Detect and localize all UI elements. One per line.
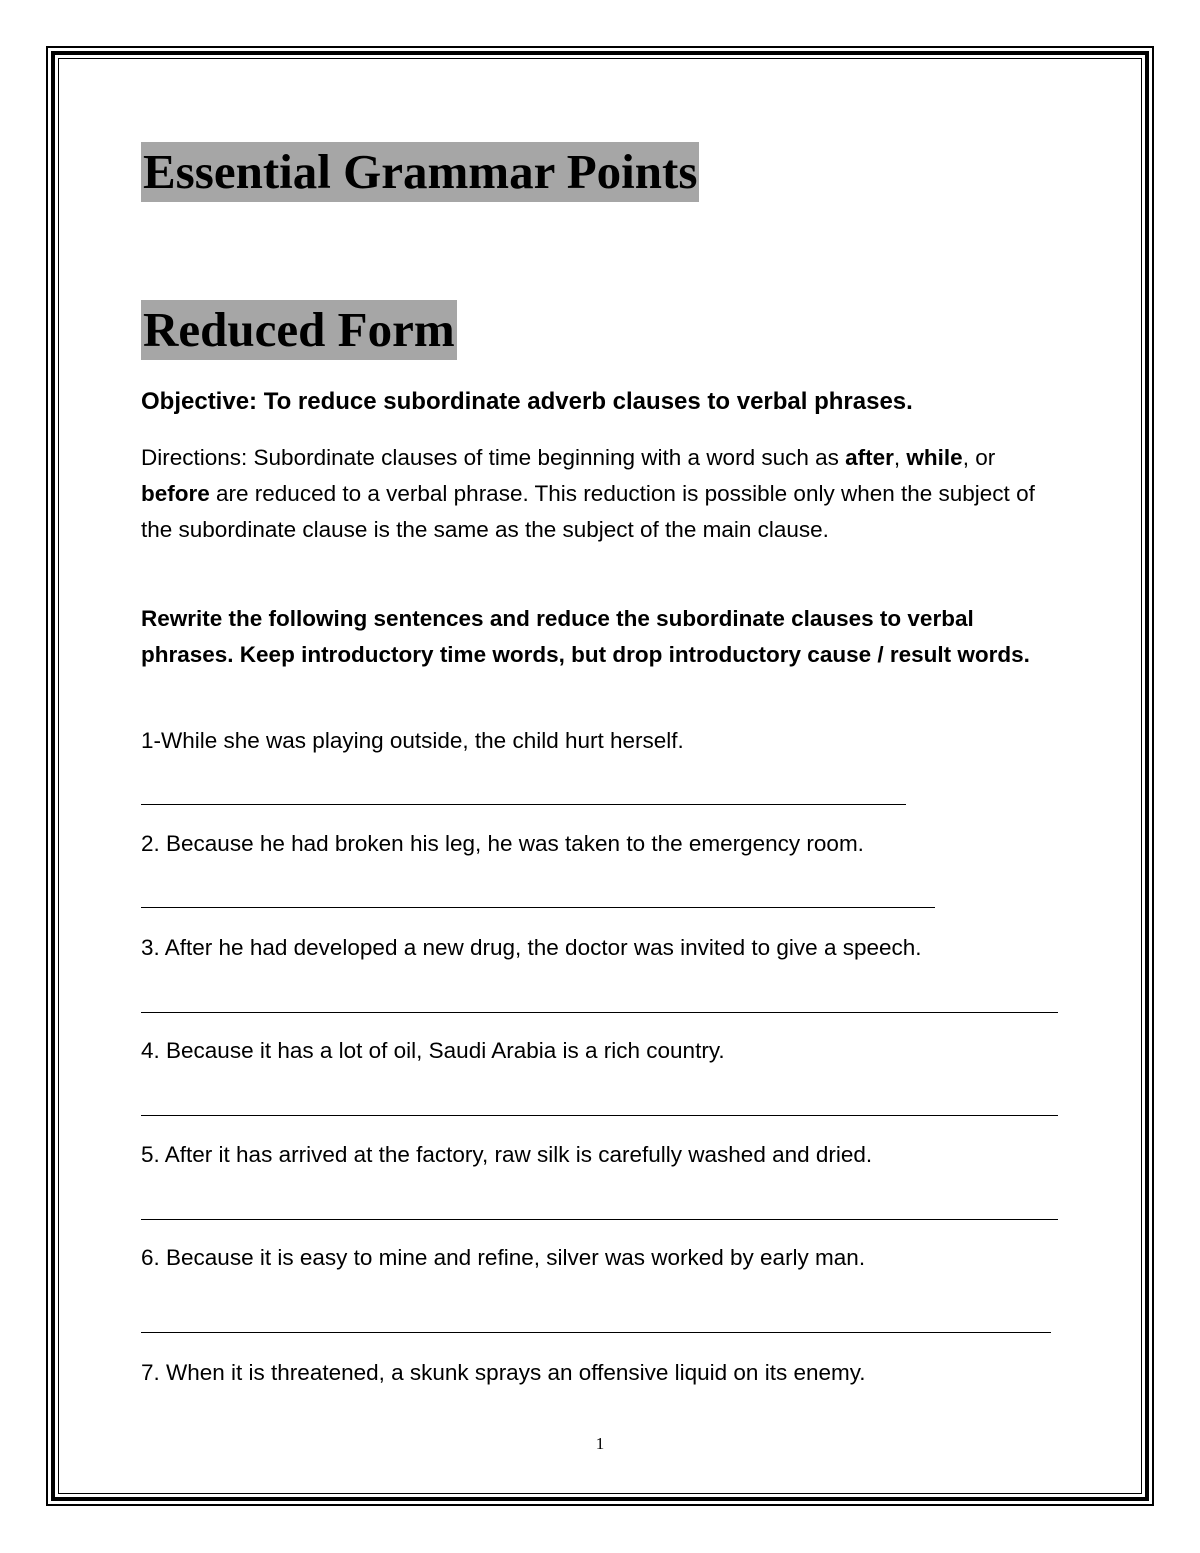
directions-paragraph bbox=[141, 440, 1061, 548]
answer-line-2[interactable] bbox=[141, 907, 935, 908]
answer-line-4[interactable] bbox=[141, 1115, 1058, 1116]
directions-separator: , bbox=[893, 445, 907, 470]
objective-text: Objective: To reduce subordinate adverb clauses to verbal phrases. bbox=[141, 388, 913, 415]
instructions-paragraph: Rewrite the following sentences and reduce the subordinate clauses to verbal phrases. Keep introductory time words, but drop introductory cause / result words. bbox=[141, 606, 1030, 667]
directions-word-before: before bbox=[141, 481, 210, 506]
directions-separator: , or bbox=[962, 445, 996, 470]
page-title: Essential Grammar Points bbox=[141, 142, 699, 202]
section-title: Reduced Form bbox=[141, 300, 457, 360]
answer-line-5[interactable] bbox=[141, 1219, 1058, 1220]
answer-line-3[interactable] bbox=[141, 1012, 1058, 1013]
question-5: 5. After it has arrived at the factory, raw silk is carefully washed and dried. bbox=[141, 1142, 873, 1167]
question-2: 2. Because he had broken his leg, he was taken to the emergency room. bbox=[141, 831, 864, 856]
page-border-inner bbox=[58, 58, 1142, 1494]
question-1: 1-While she was playing outside, the child hurt herself. bbox=[141, 728, 684, 753]
directions-word-while: while bbox=[906, 445, 963, 470]
directions-word-after: after bbox=[845, 445, 894, 470]
answer-line-1[interactable] bbox=[141, 804, 906, 805]
directions-prefix: Directions: Subordinate clauses of time beginning with a word such as bbox=[141, 445, 846, 470]
directions-suffix: are reduced to a verbal phrase. This reduction is possible only when the subject of the subordinate clause is the same as the subject of the main clause. bbox=[141, 481, 1035, 542]
question-4: 4. Because it has a lot of oil, Saudi Arabia is a rich country. bbox=[141, 1038, 725, 1063]
question-3: 3. After he had developed a new drug, the doctor was invited to give a speech. bbox=[141, 935, 922, 960]
question-7: 7. When it is threatened, a skunk sprays an offensive liquid on its enemy. bbox=[141, 1360, 866, 1385]
answer-line-6[interactable] bbox=[141, 1332, 1051, 1333]
question-6: 6. Because it is easy to mine and refine, silver was worked by early man. bbox=[141, 1245, 866, 1270]
page-number: 1 bbox=[595, 1434, 605, 1453]
